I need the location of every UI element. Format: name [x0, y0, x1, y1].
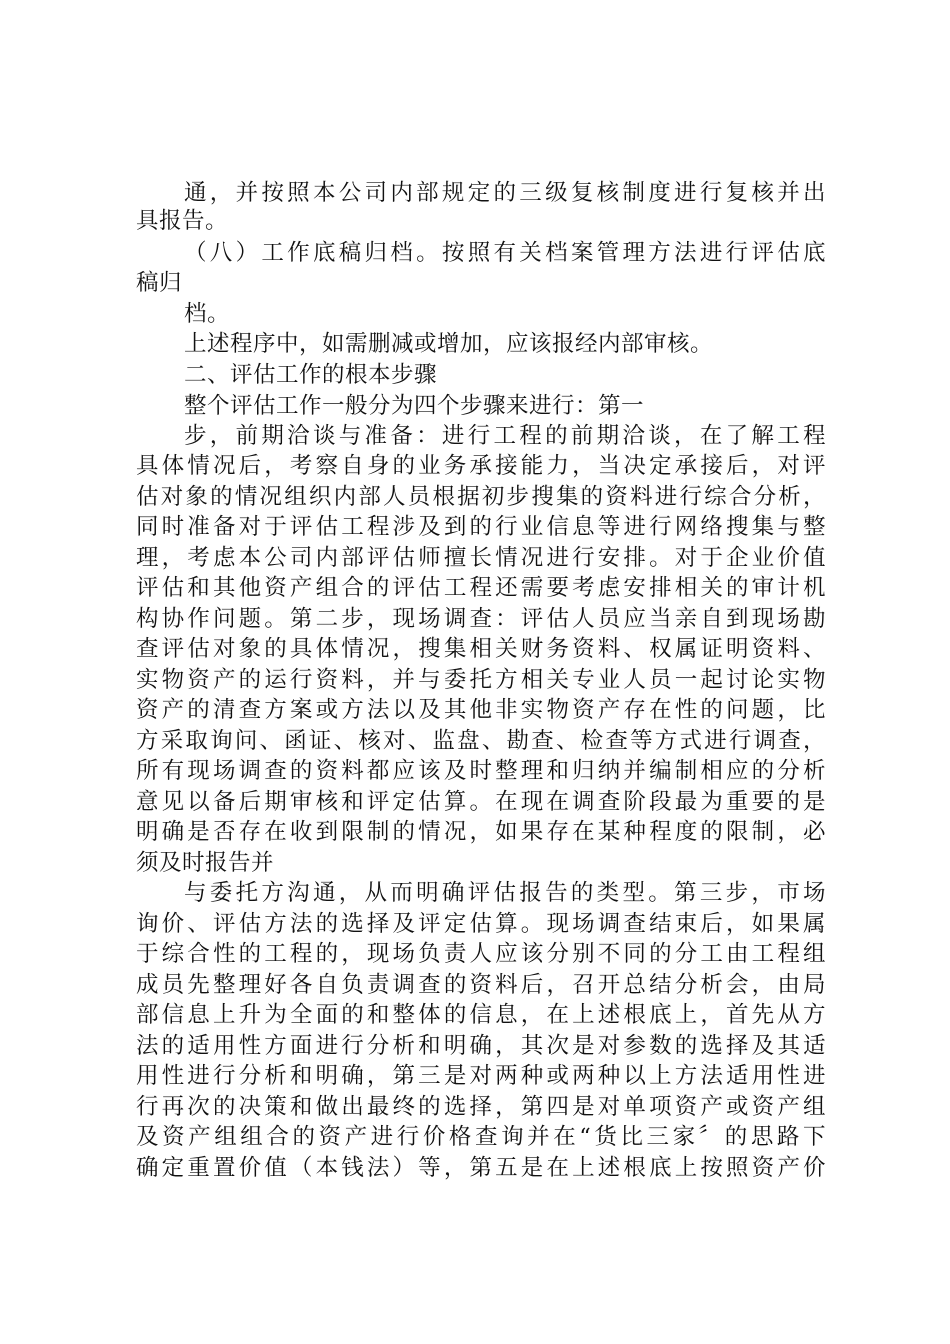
text-line: 意见以备后期审核和评定估算。在现在调查阶段最为重要的是: [136, 789, 826, 815]
text-line: 查评估对象的具体情况，搜集相关财务资料、权属证明资料、: [136, 636, 826, 662]
text-line: 步，前期洽谈与准备：进行工程的前期洽谈，在了解工程: [184, 423, 826, 449]
text-line: 于综合性的工程的，现场负责人应该分别不同的分工由工程组: [136, 941, 826, 967]
text-line: 构协作问题。第二步，现场调查：评估人员应当亲自到现场勘: [136, 606, 826, 632]
text-line: 同时准备对于评估工程涉及到的行业信息等进行网络搜集与整: [136, 514, 826, 540]
text-line: 估对象的情况组织内部人员根据初步搜集的资料进行综合分析，: [136, 484, 826, 510]
text-line: 与委托方沟通，从而明确评估报告的类型。第三步，市场: [184, 880, 826, 906]
text-line: 询价、评估方法的选择及评定估算。现场调查结束后，如果属: [136, 911, 826, 937]
text-line: 及资产组组合的资产进行价格查询并在“货比三家〞的思路下: [136, 1124, 826, 1150]
text-line: （八）工作底稿归档。按照有关档案管理方法进行评估底: [184, 240, 826, 266]
text-line: 通，并按照本公司内部规定的三级复核制度进行复核并出: [184, 180, 826, 206]
text-line: 资产的清查方案或方法以及其他非实物资产存在性的问题，比: [136, 697, 826, 723]
text-line: 具报告。: [136, 208, 229, 234]
text-line: 档。: [184, 301, 231, 327]
text-line: 评估和其他资产组合的评估工程还需要考虑安排相关的审计机: [136, 575, 826, 601]
text-line: 部信息上升为全面的和整体的信息，在上述根底上，首先从方: [136, 1002, 826, 1028]
text-line: 须及时报告并: [136, 850, 275, 876]
text-line: 用性进行分析和明确，第三是对两种或两种以上方法适用性进: [136, 1063, 826, 1089]
text-line: 所有现场调查的资料都应该及时整理和归纳并编制相应的分析: [136, 758, 826, 784]
text-line: 上述程序中，如需删减或增加，应该报经内部审核。: [184, 331, 714, 357]
text-line: 成员先整理好各自负责调查的资料后，召开总结分析会，由局: [136, 972, 826, 998]
text-line: 明确是否存在收到限制的情况，如果存在某种程度的限制，必: [136, 819, 826, 845]
text-line: 稿归: [136, 270, 183, 296]
text-line: 实物资产的运行资料，并与委托方相关专业人员一起讨论实物: [136, 667, 826, 693]
text-line: 整个评估工作一般分为四个步骤来进行：第一: [184, 393, 645, 419]
text-line: 理，考虑本公司内部评估师擅长情况进行安排。对于企业价值: [136, 545, 826, 571]
text-line: 方采取询问、函证、核对、监盘、勘查、检查等方式进行调查，: [136, 728, 826, 754]
section-heading: 二、评估工作的根本步骤: [184, 362, 438, 388]
text-line: 确定重置价值（本钱法）等，第五是在上述根底上按照资产价: [136, 1155, 826, 1181]
text-line: 法的适用性方面进行分析和明确，其次是对参数的选择及其适: [136, 1033, 826, 1059]
text-line: 行再次的决策和做出最终的选择，第四是对单项资产或资产组: [136, 1094, 826, 1120]
text-line: 具体情况后，考察自身的业务承接能力，当决定承接后，对评: [136, 453, 826, 479]
